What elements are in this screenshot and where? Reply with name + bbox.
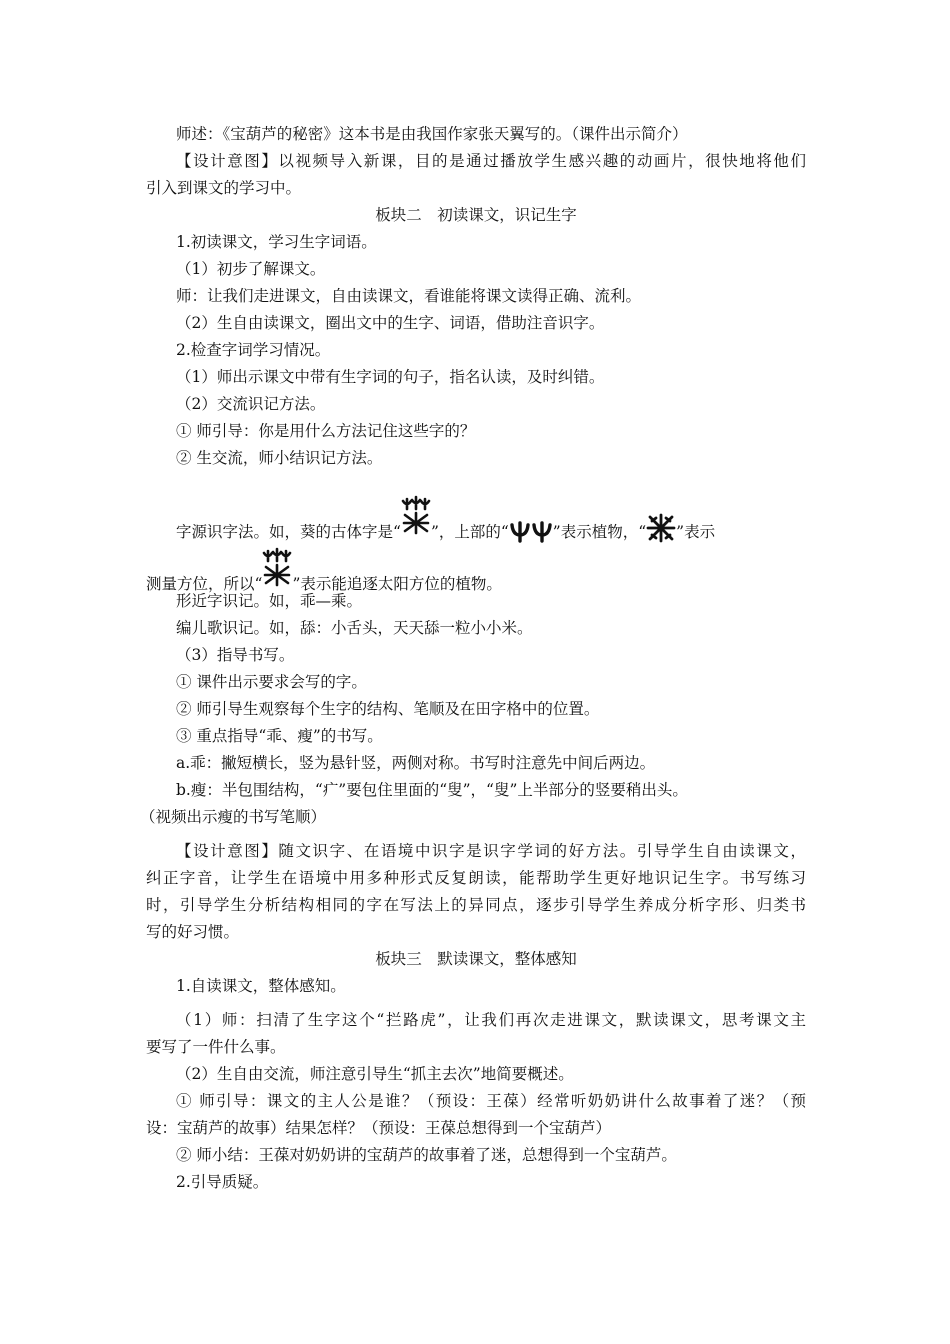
paragraph: （2）生自由交流，师注意引导生“抓主去次”地简要概述。	[176, 1065, 574, 1083]
paragraph: （2）交流识记方法。	[176, 395, 326, 413]
paragraph: 1.初读课文，学习生字词语。	[176, 233, 377, 251]
ancient-gui-glyph-icon	[646, 513, 676, 543]
etymology-paragraph	[176, 495, 715, 546]
paragraph: ② 师引导生观察每个生字的结构、笔顺及在田字格中的位置。	[176, 700, 600, 718]
paragraph: ① 师引导：你是用什么方法记住这些字的？	[176, 422, 476, 440]
paragraph: ② 师小结：王葆对奶奶讲的宝葫芦的故事着了迷，总想得到一个宝葫芦。	[176, 1146, 677, 1164]
paragraph: ③ 重点指导“乖、瘦”的书写。	[176, 727, 383, 745]
section-heading: 板块二 初读课文，识记生字	[375, 206, 577, 224]
etymology-text: ”表示植物，“	[552, 523, 647, 541]
paragraph: （2）生自由读课文，圈出文中的生字、词语，借助注音识字。	[176, 314, 605, 332]
paragraph: 形近字识记。如，乖—乘。	[176, 592, 363, 610]
paragraph: （1）初步了解课文。	[176, 260, 326, 278]
paragraph: 师述：《宝葫芦的秘密》这本书是由我国作家张天翼写的。（课件出示简介）	[176, 125, 688, 143]
paragraph: （3）指导书写。	[176, 646, 295, 664]
design-intent-paragraph: 【设计意图】以视频导入新课，目的是通过播放学生感兴趣的动画片，很快地将他们	[176, 152, 806, 170]
section-heading: 板块三 默读课文，整体感知	[375, 950, 577, 968]
paragraph: 引入到课文的学习中。	[146, 179, 302, 197]
paragraph: 师：让我们走进课文，自由读课文，看谁能将课文读得正确、流利。	[176, 287, 642, 305]
ancient-kui-glyph-icon	[262, 547, 292, 587]
paragraph: ① 师引导：课文的主人公是谁？（预设：王葆）经常听奶奶讲什么故事着了迷？（预	[176, 1092, 806, 1110]
paragraph: （视频出示瘦的书写笔顺）	[140, 808, 327, 826]
paragraph: 写的好习惯。	[146, 923, 240, 941]
design-intent-paragraph: 【设计意图】随文识字、在语境中识字是识字学词的好方法。引导学生自由读课文，	[176, 842, 806, 860]
ancient-kui-glyph-icon	[401, 495, 431, 535]
paragraph: ① 课件出示要求会写的字。	[176, 673, 367, 691]
paragraph: 编儿歌识记。如，舔：小舌头，天天舔一粒小小米。	[176, 619, 533, 637]
paragraph: 设：宝葫芦的故事）结果怎样？（预设：王葆总想得到一个宝葫芦）	[146, 1119, 612, 1137]
paragraph: a.乖：撇短横长，竖为悬针竖，两侧对称。书写时注意先中间后两边。	[176, 754, 656, 772]
paragraph: b.瘦：半包围结构，“疒”要包住里面的“叟”，“叟”上半部分的竖要稍出头。	[176, 781, 688, 799]
etymology-text: ”表示	[676, 523, 716, 541]
paragraph: 时，引导学生分析结构相同的字在写法上的异同点，逐步引导学生养成分析字形、归类书	[146, 896, 806, 914]
paragraph: 2.检查字词学习情况。	[176, 341, 331, 359]
paragraph: （1）师：扫清了生字这个“拦路虎”，让我们再次走进课文，默读课文，思考课文主	[176, 1011, 806, 1029]
paragraph: 要写了一件什么事。	[146, 1038, 286, 1056]
etymology-text: ”，上部的“	[430, 523, 509, 541]
paragraph: （1）师出示课文中带有生字词的句子，指名认读，及时纠错。	[176, 368, 605, 386]
etymology-text: 测量方位，所以“	[146, 575, 263, 593]
etymology-text: 字源识字法。如，葵的古体字是“	[176, 523, 401, 541]
paragraph: 2.引导质疑。	[176, 1173, 269, 1191]
paragraph: ② 生交流，师小结识记方法。	[176, 449, 383, 467]
etymology-text: ”表示能追逐太阳方位的植物。	[292, 575, 502, 593]
ancient-cao-glyph-icon	[509, 519, 553, 543]
paragraph: 1.自读课文，整体感知。	[176, 977, 346, 995]
paragraph: 纠正字音，让学生在语境中用多种形式反复朗读，能帮助学生更好地识记生字。书写练习	[146, 869, 806, 887]
